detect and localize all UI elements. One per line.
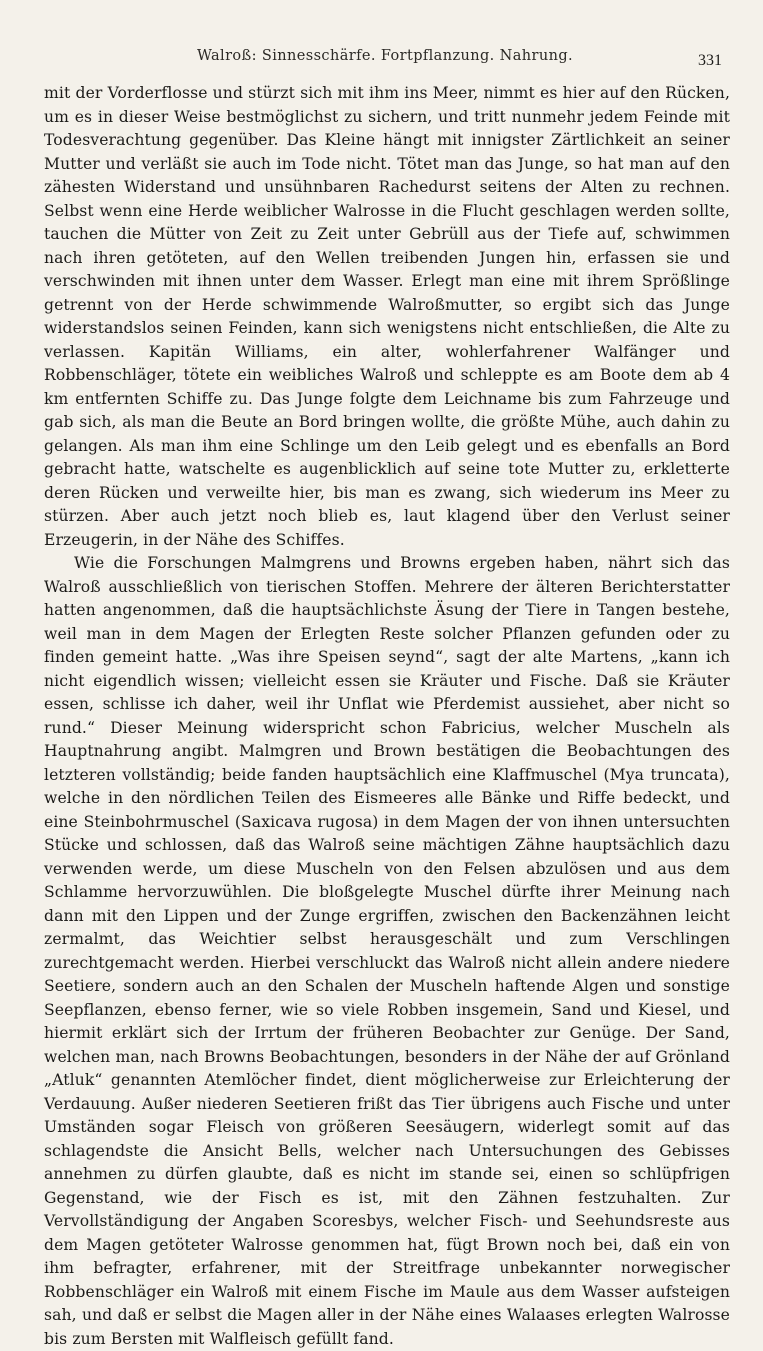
paragraph-walrus-mother: mit der Vorderflosse und stürzt sich mit ihm ins Meer, nimmt es hier auf den Rücken, um es in dieser Weise bestmöglichst zu sichern, und tritt nunmehr jedem Feinde mit Todesverachtung gegenüber. Das Kleine hängt mit innigster Zärtlichkeit an seiner Mutter und verläßt sie auch im Tode nicht. Tötet man das Junge, so hat man auf den zähesten Widerstand und unsühnbaren Rachedurst seitens der Alten zu rechnen. Selbst wenn eine Herde weiblicher Walrosse in die Flucht geschlagen werden sollte, tauchen die Mütter von Zeit zu Zeit unter Gebrüll aus der Tiefe auf, schwimmen nach ihren getöteten, auf den Wellen treibenden Jungen hin, erfassen sie und verschwinden mit ihnen unter dem Wasser. Erlegt man eine mit ihrem Sprößlinge getrennt von der Herde schwimmende Walroßmutter, so ergibt sich das Junge widerstandslos seinen Feinden, kann sich wenigstens nicht entschließen, die Alte zu verlassen. Kapitän Williams, ein alter, wohlerfahrener Walfänger und Robbenschläger, tötete ein weibliches Walroß und schleppte es am Boote dem ab 4 km entfernten Schiffe zu. Das Junge folgte dem Leichname bis zum Fahrzeuge und gab sich, als man die Beute an Bord bringen wollte, die größte Mühe, auch dahin zu gelangen. Als man ihm eine Schlinge um den Leib gelegt und es ebenfalls an Bord gebracht hatte, watschelte es augenblicklich auf seine tote Mutter zu, erkletterte deren Rücken und verweilte hier, bis man es zwang, sich wiederum ins Meer zu stürzen. Aber auch jetzt noch blieb es, laut klagend über den Verlust seiner Erzeugerin, in der Nähe des Schiffes. [44, 84, 730, 549]
page-number: 331 [698, 52, 722, 69]
running-title: Walroß: Sinnesschärfe. Fortpflanzung. Nahrung. [196, 48, 574, 64]
body-text [44, 82, 730, 1351]
running-head [40, 44, 730, 74]
paragraph-walrus-diet: Wie die Forschungen Malmgrens und Browns ergeben haben, nährt sich das Walroß ausschließlich von tierischen Stoffen. Mehrere der älteren Berichterstatter hatten angenommen, daß die hauptsächlichste Äsung der Tiere in Tangen bestehe, weil man in dem Magen der Erlegten Reste solcher Pflanzen gefunden oder zu finden gemeint hatte. „Was ihre Speisen seynd“, sagt der alte Martens, „kann ich nicht eigendlich wissen; vielleicht essen sie Kräuter und Fische. Daß sie Kräuter essen, schlisse ich daher, weil ihr Unflat wie Pferdemist aussiehet, aber nicht so rund.“ Dieser Meinung widerspricht schon Fabricius, welcher Muscheln als Hauptnahrung angibt. Malmgren und Brown bestätigen die Beobachtungen des letzteren vollständig; beide fanden hauptsächlich eine Klaffmuschel (Mya truncata), welche in den nördlichen Teilen des Eismeeres alle Bänke und Riffe bedeckt, und eine Steinbohrmuschel (Saxicava rugosa) in dem Magen der von ihnen untersuchten Stücke und schlossen, daß das Walroß seine mächtigen Zähne hauptsächlich dazu verwenden werde, um diese Muscheln von den Felsen abzulösen und aus dem Schlamme hervorzuwühlen. Die bloßgelegte Muschel dürfte ihrer Meinung nach dann mit den Lippen und der Zunge ergriffen, zwischen den Backenzähnen leicht zermalmt, das Weichtier selbst herausgeschält und zum Verschlingen zurechtgemacht werden. Hierbei verschluckt das Walroß nicht allein andere niedere Seetiere, sondern auch an den Schalen der Muscheln haftende Algen und sonstige Seepflanzen, ebenso ferner, wie so viele Robben insgemein, Sand und Kiesel, und hiermit erklärt sich der Irrtum der früheren Beobachter zur Genüge. Der Sand, welchen man, nach Browns Beobachtungen, besonders in der Nähe der auf Grönland „Atluk“ genannten Atemlöcher findet, dient möglicherweise zur Erleichterung der Verdauung. Außer niederen Seetieren frißt das Tier übrigens auch Fische und unter Umständen sogar Fleisch von größeren Seesäugern, widerlegt somit auf das schlagendste die Ansicht Bells, welcher nach Untersuchungen des Gebisses annehmen zu dürfen glaubte, daß es nicht im stande sei, einen so schlüpfrigen Gegenstand, wie der Fisch es ist, mit den Zähnen festzuhalten. Zur Vervollständigung der Angaben Scoresbys, welcher Fisch- und Seehundsreste aus dem Magen getöteter Walrosse genommen hat, fügt Brown noch bei, daß ein von ihm befragter, erfahrener, mit der Streitfrage unbekannter norwegischer Robbenschläger ein Walroß mit einem Fische im Maule aus dem Wasser aufsteigen sah, und daß er selbst die Magen aller in der Nähe eines Walaases erlegten Walrosse bis zum Bersten mit Walfleisch gefüllt fand. [44, 554, 730, 1348]
